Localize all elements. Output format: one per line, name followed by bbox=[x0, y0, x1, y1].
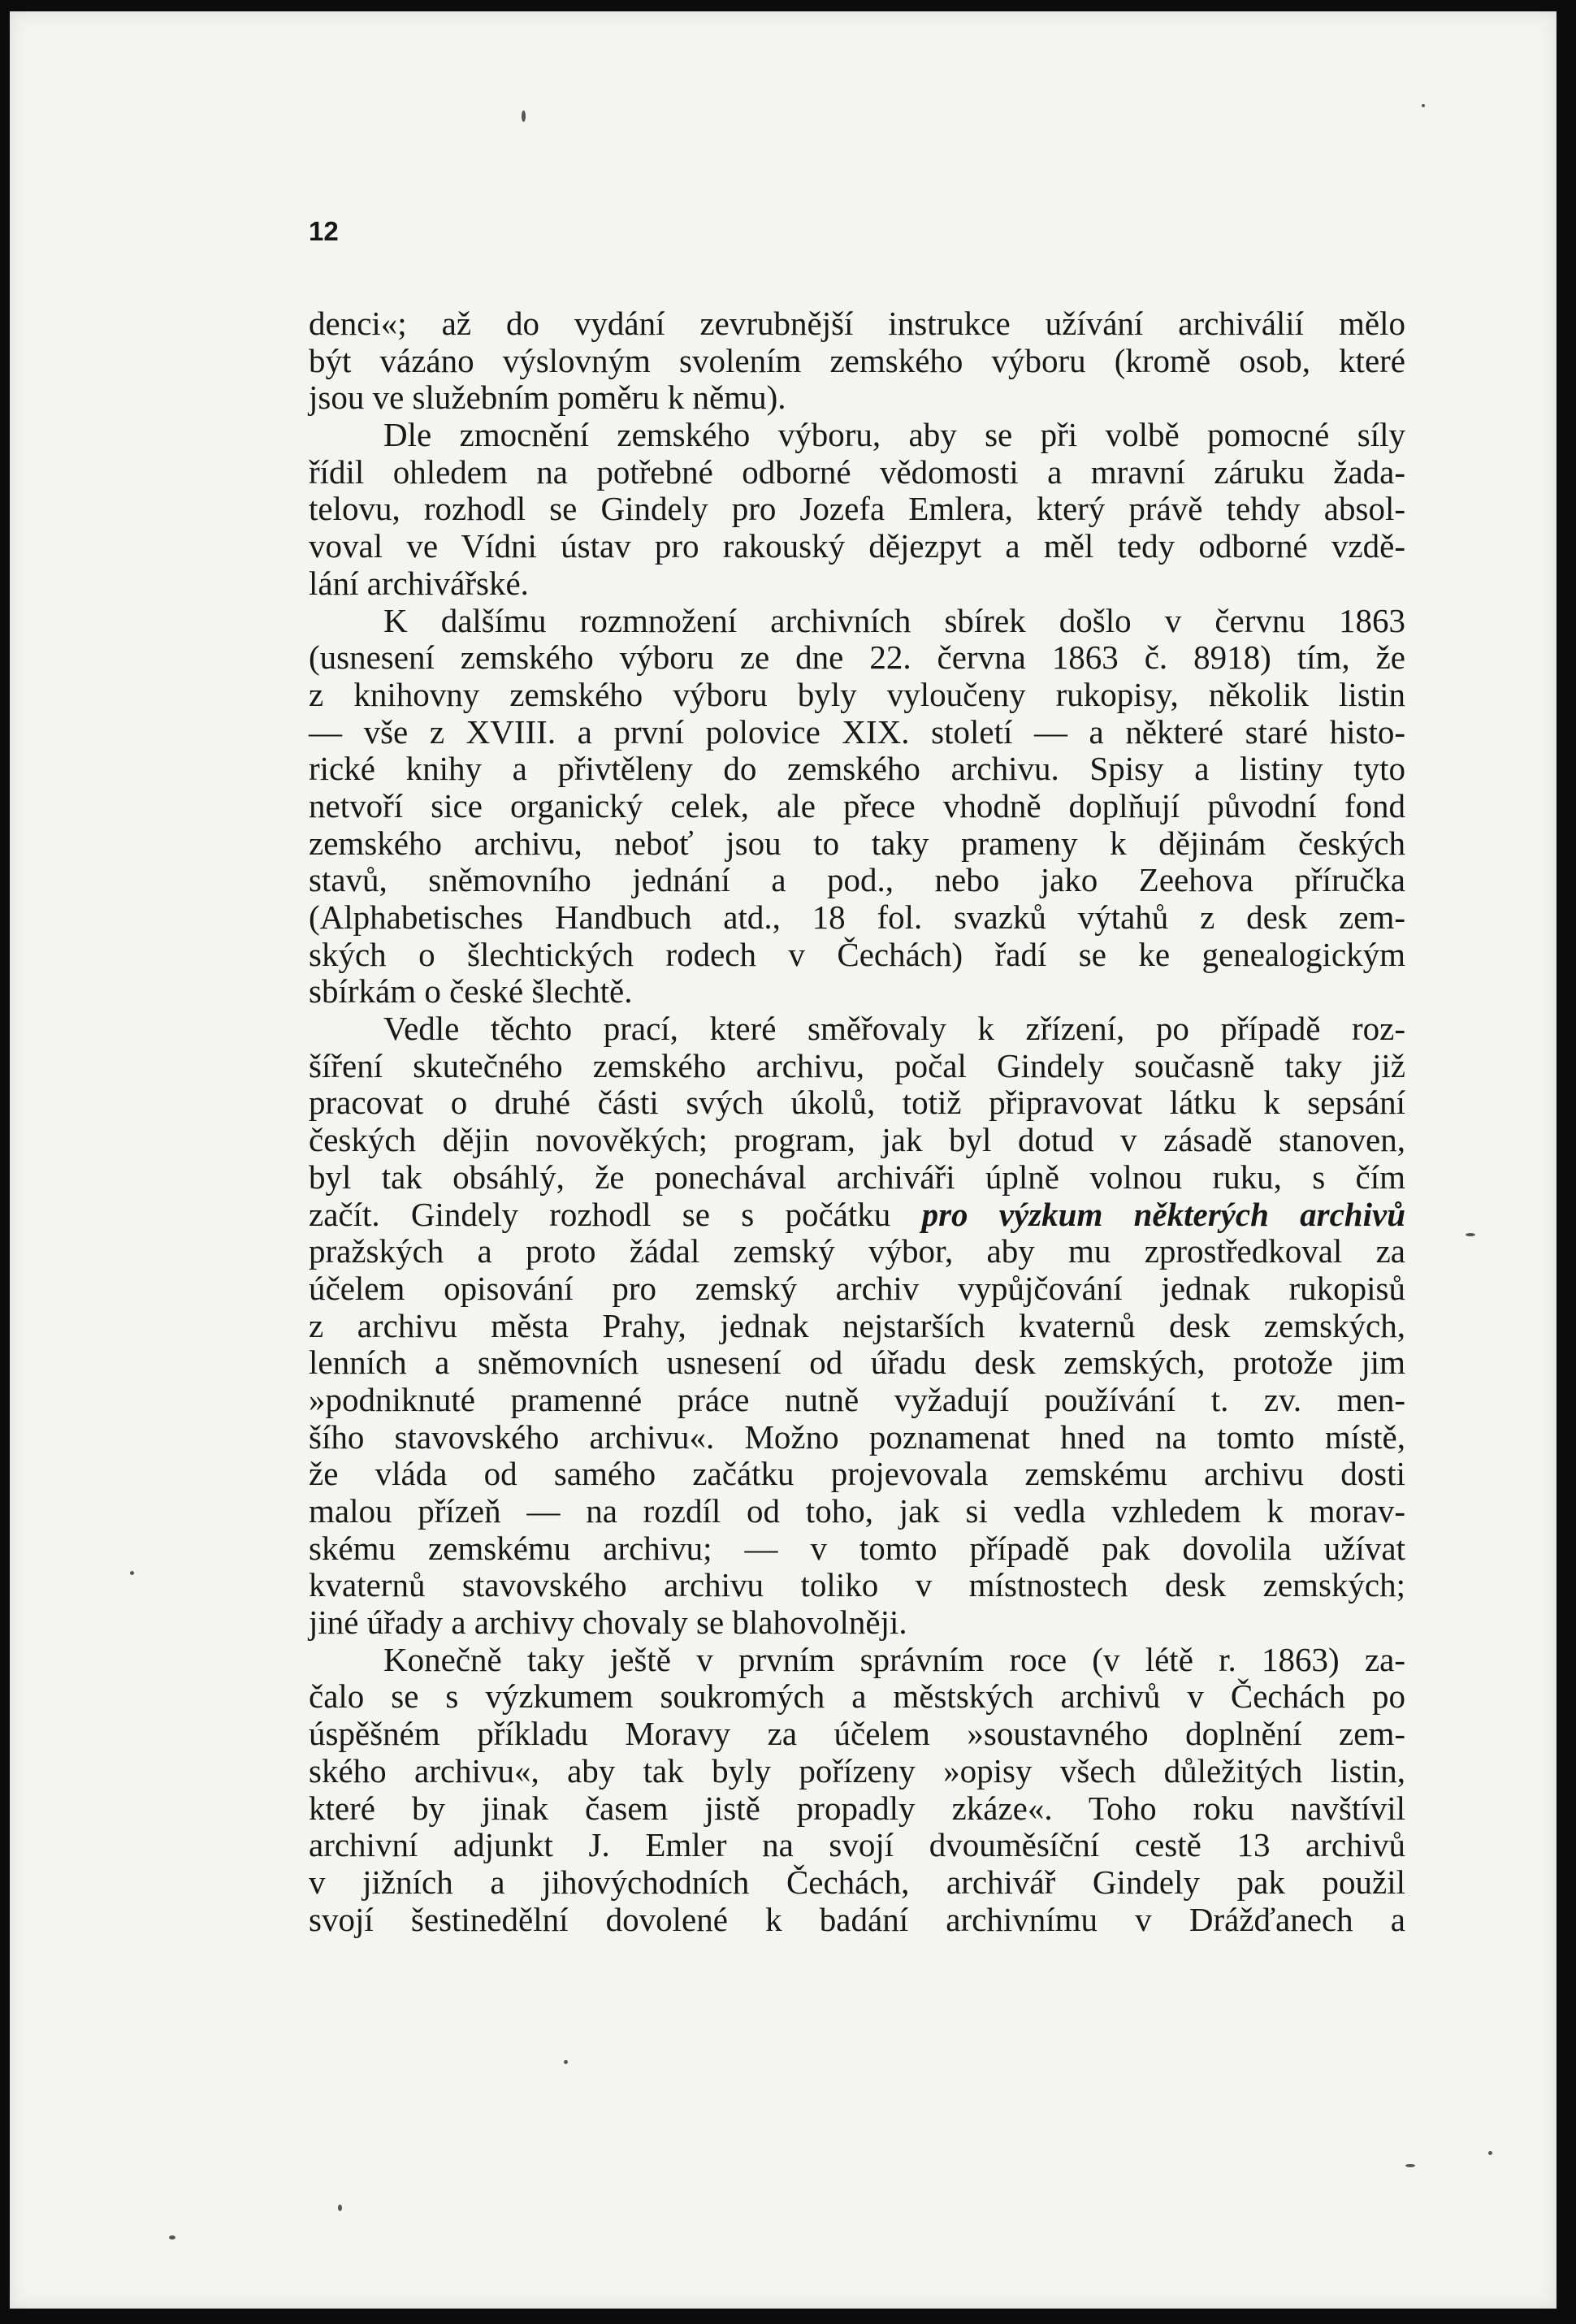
text-line: řídil ohledem na potřebné odborné vědomosti a mravní záruku žada- bbox=[309, 452, 1405, 491]
text-line: skému zemskému archivu; — v tomto případě pak dovolila užívat bbox=[309, 1529, 1405, 1567]
text-line: které by jinak časem jistě propadly zkáze«. Toho roku navštívil bbox=[309, 1789, 1405, 1827]
text-line: svojí šestinedělní dovolené k badání archivnímu v Drážďanech a bbox=[309, 1900, 1405, 1938]
text-line-start: začít. Gindely rozhodl se s počátku bbox=[309, 1195, 922, 1233]
text-line: (Alphabetisches Handbuch atd., 18 fol. svazků výtahů z desk zem- bbox=[309, 898, 1405, 936]
scan-speck bbox=[1422, 104, 1425, 107]
text-line: (usnesení zemského výboru ze dne 22. června 1863 č. 8918) tím, že bbox=[309, 638, 1405, 677]
text-line: ských o šlechtických rodech v Čechách) řadí se ke genealogickým bbox=[309, 935, 1405, 973]
text-line: z knihovny zemského výboru byly vyloučeny rukopisy, několik listin bbox=[309, 675, 1405, 713]
scan-speck bbox=[522, 110, 526, 122]
text-line: byl tak obsáhlý, že ponechával archiváři úplně volnou ruku, s čím bbox=[309, 1158, 1405, 1196]
emphasized-phrase: pro výzkum některých archivů bbox=[921, 1195, 1406, 1233]
paragraph bbox=[309, 417, 1405, 602]
text-line: že vláda od samého začátku projevovala zemskému archivu dosti bbox=[309, 1455, 1405, 1493]
scan-speck bbox=[169, 2235, 175, 2240]
text-line: denci«; až do vydání zevrubnější instrukce užívání archiválií mělo bbox=[309, 305, 1405, 342]
text-line: rické knihy a přivtěleny do zemského archivu. Spisy a listiny tyto bbox=[309, 750, 1405, 788]
text-line: Dle zmocnění zemského výboru, aby se při volbě pomocné síly bbox=[383, 416, 1405, 454]
scan-speck bbox=[1466, 1233, 1475, 1236]
text-line: malou přízeň — na rozdíl od toho, jak si vedla vzhledem k morav- bbox=[309, 1492, 1405, 1530]
text-line: v jižních a jihovýchodních Čechách, archivář Gindely pak použil bbox=[309, 1863, 1405, 1901]
text-line: šího stavovského archivu«. Možno poznamenat hned na tomto místě, bbox=[309, 1417, 1405, 1456]
text-line: z archivu města Prahy, jednak nejstarších kvaternů desk zemských, bbox=[309, 1306, 1405, 1344]
text-line: českých dějin novověkých; program, jak byl dotud v zásadě stanoven, bbox=[309, 1121, 1405, 1159]
text-line: šíření skutečného zemského archivu, počal Gindely současně taky již bbox=[309, 1046, 1405, 1084]
text-line: pražských a proto žádal zemský výbor, aby mu zprostředkoval za bbox=[309, 1232, 1405, 1270]
scan-speck bbox=[1488, 2151, 1492, 2155]
text-line: ského archivu«, aby tak byly pořízeny »opisy všech důležitých listin, bbox=[309, 1751, 1405, 1790]
text-line: telovu, rozhodl se Gindely pro Jozefa Emlera, který právě tehdy absol- bbox=[309, 490, 1405, 528]
paragraph bbox=[309, 1011, 1405, 1642]
text-line: K dalšímu rozmnožení archivních sbírek došlo v červnu 1863 bbox=[383, 601, 1405, 639]
text-line: »podniknuté pramenné práce nutně vyžadují používání t. zv. men- bbox=[309, 1380, 1405, 1418]
text-line: stavů, sněmovního jednání a pod., nebo jako Zeehova příručka bbox=[309, 861, 1405, 899]
text-line: být vázáno výslovným svolením zemského výboru (kromě osob, které bbox=[309, 341, 1405, 379]
paragraph bbox=[309, 1642, 1405, 1939]
text-line: lenních a sněmovních usnesení od úřadu desk zemských, protože jim bbox=[309, 1344, 1405, 1382]
paragraph bbox=[309, 603, 1405, 1011]
text-line: Konečně taky ještě v prvním správním roce (v létě r. 1863) za- bbox=[383, 1640, 1405, 1678]
body-text bbox=[309, 305, 1405, 1938]
text-line: jiné úřady a archivy chovaly se blahovolněji. bbox=[309, 1603, 907, 1642]
scan-speck bbox=[130, 1571, 134, 1575]
page-number: 12 bbox=[309, 216, 339, 246]
text-line: archivní adjunkt J. Emler na svojí dvouměsíční cestě 13 archivů bbox=[309, 1826, 1405, 1864]
text-line: Vedle těchto prací, které směřovaly k zřízení, po případě roz- bbox=[383, 1010, 1405, 1048]
text-line: zemského archivu, neboť jsou to taky prameny k dějinám českých bbox=[309, 824, 1405, 862]
scanned-page bbox=[10, 11, 1557, 2309]
text-line: sbírkám o české šlechtě. bbox=[309, 972, 633, 1011]
text-line: účelem opisování pro zemský archiv vypůjčování jednak rukopisů bbox=[309, 1269, 1405, 1307]
text-line: lání archivářské. bbox=[309, 564, 529, 602]
paragraph bbox=[309, 305, 1405, 417]
text-line: voval ve Vídni ústav pro rakouský dějezpyt a měl tedy odborné vzdě- bbox=[309, 527, 1405, 565]
text-line: — vše z XVIII. a první polovice XIX. století — a některé staré histo- bbox=[309, 712, 1405, 751]
scan-speck bbox=[1405, 2164, 1415, 2167]
text-line bbox=[309, 1197, 1405, 1234]
scan-speck bbox=[564, 2060, 568, 2064]
text-line: kvaternů stavovského archivu toliko v místnostech desk zemských; bbox=[309, 1566, 1405, 1604]
text-line: jsou ve služebním poměru k němu). bbox=[309, 379, 786, 417]
text-line: čalo se s výzkumem soukromých a městských archivů v Čechách po bbox=[309, 1677, 1405, 1716]
scan-speck bbox=[338, 2205, 342, 2211]
text-line: pracovat o druhé části svých úkolů, totiž připravovat látku k sepsání bbox=[309, 1084, 1405, 1122]
text-line: úspěšném příkladu Moravy za účelem »soustavného doplnění zem- bbox=[309, 1715, 1405, 1753]
text-line: netvoří sice organický celek, ale přece vhodně doplňují původní fond bbox=[309, 786, 1405, 824]
